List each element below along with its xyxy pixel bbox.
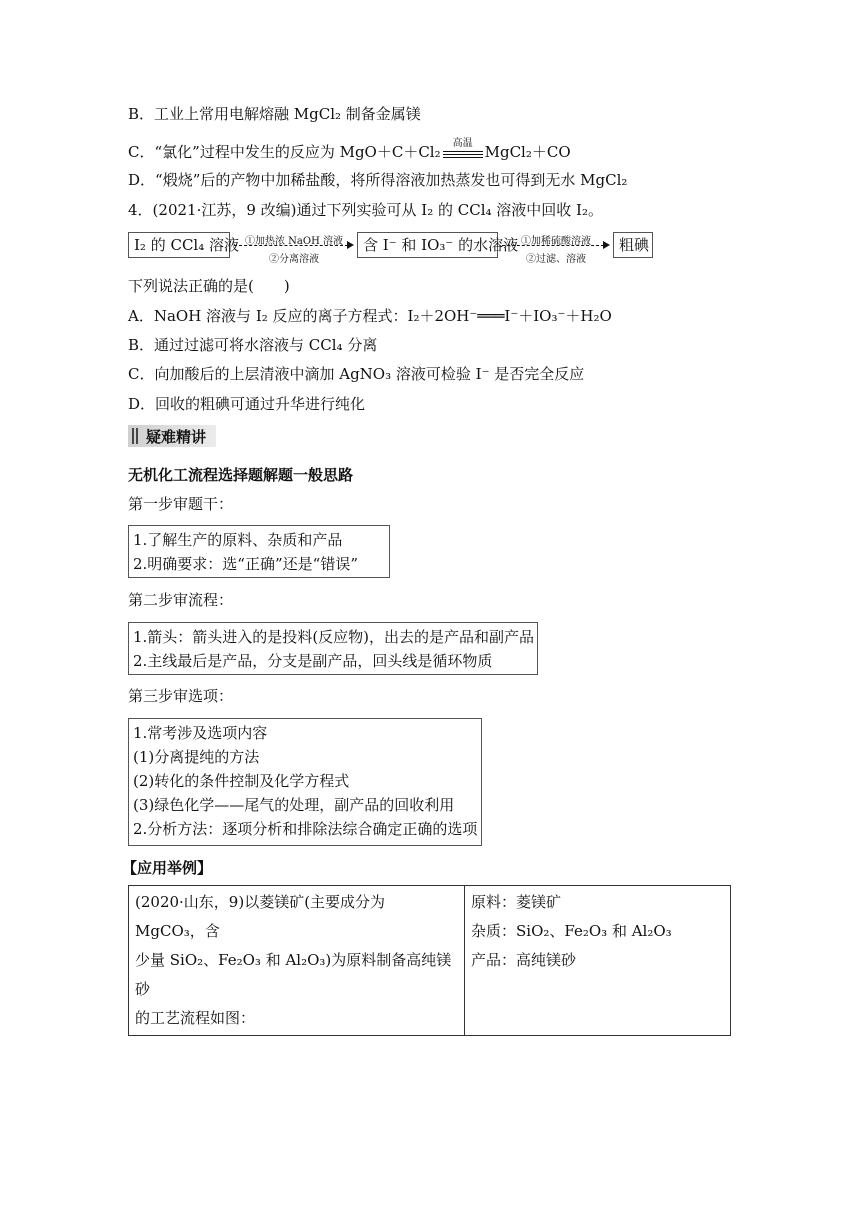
flow-box-end: 粗碘 xyxy=(613,232,653,258)
step-3-label: 第三步审选项： xyxy=(128,687,234,705)
flow-arrow-2 xyxy=(502,232,610,265)
question-4-option-d: D．回收的粗碘可通过升华进行纯化 xyxy=(128,395,366,413)
option-c-prev xyxy=(128,138,571,162)
arrow-head-icon xyxy=(347,241,354,249)
example-question-line: 少量 SiO₂、Fe₂O₃ 和 Al₂O₃)为原料制备高纯镁砂 xyxy=(135,951,452,998)
step-2-label: 第二步审流程： xyxy=(128,591,234,609)
step-2-box xyxy=(128,622,538,675)
flow-arrow-1-top: ①加热浓 NaOH 溶液 xyxy=(245,236,343,247)
step-2-line: 2.主线最后是产品，分支是副产品，回头线是循环物质 xyxy=(133,652,493,670)
step-1-line: 2.明确要求：选“正确”还是“错误” xyxy=(133,555,358,573)
section-tag xyxy=(128,425,216,447)
flow-arrow-2-bottom: ②过滤、溶液 xyxy=(526,254,586,265)
section-marker-icon xyxy=(132,428,138,444)
example-question-line: (2020·山东，9)以菱镁矿(主要成分为 MgCO₃，含 xyxy=(135,893,386,940)
flow-arrow-1 xyxy=(234,232,354,265)
option-b-prev: B．工业上常用电解熔融 MgCl₂ 制备金属镁 xyxy=(128,105,421,123)
question-4-option-a: A．NaOH 溶液与 I₂ 反应的离子方程式：I₂＋2OH⁻═══I⁻＋IO₃⁻＋H₂O xyxy=(128,307,612,325)
question-4-stem: 4．(2021·江苏，9 改编)通过下列实验可从 I₂ 的 CCl₄ 溶液中回收 I₂。 xyxy=(128,201,603,219)
flow-arrow-1-bottom: ②分离溶液 xyxy=(269,254,319,265)
question-4-option-b: B．通过过滤可将水溶液与 CCl₄ 分离 xyxy=(128,336,378,354)
step-3-line: (2)转化的条件控制及化学方程式 xyxy=(133,772,350,790)
step-3-line: 1.常考涉及选项内容 xyxy=(133,724,268,742)
step-2-line: 1.箭头：箭头进入的是投料(反应物)，出去的是产品和副产品 xyxy=(133,628,535,646)
flow-arrow-2-top: ①加稀硫酸溶液 xyxy=(521,236,591,247)
option-d-prev: D．“煅烧”后的产物中加稀盐酸，将所得溶液加热蒸发也可得到无水 MgCl₂ xyxy=(128,171,628,189)
step-3-box xyxy=(128,718,482,846)
reaction-condition: 高温 xyxy=(452,138,473,149)
equilibrium-sign xyxy=(441,138,485,162)
example-question-line: 的工艺流程如图： xyxy=(135,1009,256,1027)
step-3-line: (1)分离提纯的方法 xyxy=(133,748,260,766)
step-1-box xyxy=(128,525,390,578)
step-1-label: 第一步审题干： xyxy=(128,495,234,513)
option-c-reaction-left: C．“氯化”过程中发生的反应为 MgO＋C＋Cl₂ xyxy=(128,143,441,161)
flow-box-middle: 含 I⁻ 和 IO₃⁻ 的水溶液 xyxy=(357,232,498,258)
section-tag-label: 疑难精讲 xyxy=(146,428,207,446)
example-summary-line: 杂质：SiO₂、Fe₂O₃ 和 Al₂O₃ xyxy=(471,922,672,940)
method-heading: 无机化工流程选择题解题一般思路 xyxy=(128,466,354,484)
step-3-line: 2.分析方法：逐项分析和排除法综合确定正确的选项 xyxy=(133,820,478,838)
option-c-reaction-right: MgCl₂＋CO xyxy=(484,143,571,161)
step-1-line: 1.了解生产的原料、杂质和产品 xyxy=(133,531,343,549)
example-summary-line: 原料：菱镁矿 xyxy=(471,893,562,911)
question-4-prompt: 下列说法正确的是( ) xyxy=(128,277,290,295)
example-summary-line: 产品：高纯镁砂 xyxy=(471,951,577,969)
example-question-cell xyxy=(129,886,465,1036)
example-table xyxy=(128,885,731,1036)
question-4-option-c: C．向加酸后的上层清液中滴加 AgNO₃ 溶液可检验 I⁻ 是否完全反应 xyxy=(128,365,585,383)
example-heading: 【应用举例】 xyxy=(122,859,213,877)
arrow-head-icon xyxy=(603,241,610,249)
example-summary-cell xyxy=(465,886,731,1036)
step-3-line: (3)绿色化学——尾气的处理，副产品的回收利用 xyxy=(133,796,455,814)
flow-box-start: I₂ 的 CCl₄ 溶液 xyxy=(128,232,230,258)
